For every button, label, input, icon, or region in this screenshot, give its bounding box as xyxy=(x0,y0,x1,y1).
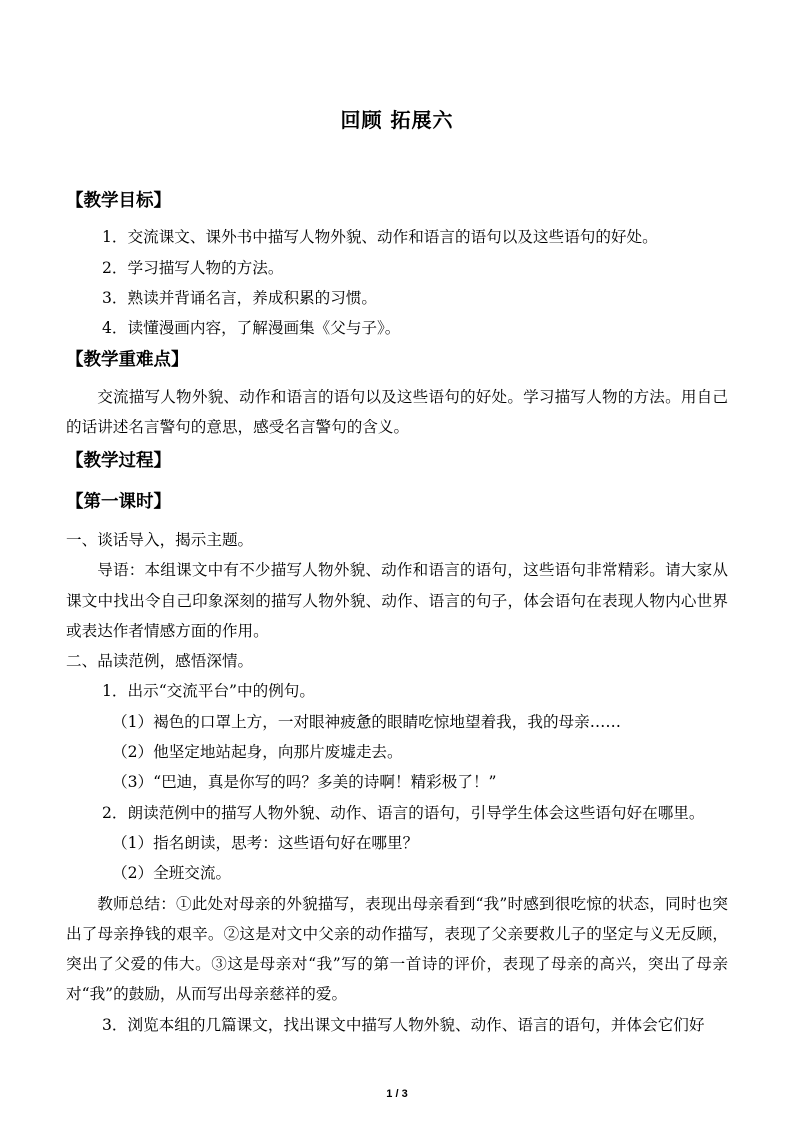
page-title: 回顾 拓展六 xyxy=(340,108,454,132)
step-two-item: 2．朗读范例中的描写人物外貌、动作、语言的语句，引导学生体会这些语句好在哪里。 xyxy=(102,803,705,822)
key-points-paragraph: 交流描写人物外貌、动作和语言的语句以及这些语句的好处。学习描写人物的方法。用自己的话讲述名言警句的意思，感受名言警句的含义。 xyxy=(66,387,728,437)
example-sentence: （3）“巴迪，真是你写的吗？多美的诗啊！精彩极了！” xyxy=(112,773,497,792)
goal-item: 4．读懂漫画内容，了解漫画集《父与子》。 xyxy=(102,319,401,338)
sub-step: （1）指名朗读，思考：这些语句好在哪里？ xyxy=(112,833,419,852)
goals-heading: 【教学目标】 xyxy=(66,191,171,211)
goal-item: 1．交流课文、课外书中描写人物外貌、动作和语言的语句以及这些语句的好处。 xyxy=(102,228,658,247)
step-two-item: 1．出示“交流平台”中的例句。 xyxy=(102,682,315,701)
document-body xyxy=(66,186,728,1040)
example-sentence: （1）褐色的口罩上方，一对眼神疲惫的眼睛吃惊地望着我，我的母亲…… xyxy=(112,712,621,731)
step-one-paragraph: 导语：本组课文中有不少描写人物外貌、动作和语言的语句，这些语句非常精彩。请大家从课文中找出令自己印象深刻的描写人物外貌、动作、语言的句子，体会语句在表现人物内心世界或表达作者情感方面的作用。 xyxy=(66,561,728,640)
step-two-item: 3．浏览本组的几篇课文，找出课文中描写人物外貌、动作、语言的语句，并体会它们好 xyxy=(102,1015,705,1034)
step-two-title: 二、品读范例，感悟深情。 xyxy=(66,652,254,671)
step-one-title: 一、谈话导入，揭示主题。 xyxy=(66,530,254,549)
key-points-heading: 【教学重难点】 xyxy=(66,350,189,371)
page-number: 1 / 3 xyxy=(386,1088,408,1100)
sub-step: （2）全班交流。 xyxy=(112,864,232,883)
teacher-summary-paragraph: 教师总结：①此处对母亲的外貌描写，表现出母亲看到“我”时感到很吃惊的状态，同时也突出了母亲挣钱的艰辛。②这是对文中父亲的动作描写，表现了父亲要救儿子的坚定与义无反顾，突出了父爱的伟大。③这是母亲对“我”写的第一首诗的评价，表现了母亲的高兴，突出了母亲对“我”的鼓励，从而写出母亲慈祥的爱。 xyxy=(66,894,728,1004)
process-heading: 【教学过程】 xyxy=(66,451,171,472)
example-sentence: （2）他坚定地站起身，向那片废墟走去。 xyxy=(112,743,403,762)
goal-item: 2．学习描写人物的方法。 xyxy=(102,258,284,277)
goal-item: 3．熟读并背诵名言，养成积累的习惯。 xyxy=(102,288,378,307)
lesson-heading: 【第一课时】 xyxy=(66,491,171,512)
